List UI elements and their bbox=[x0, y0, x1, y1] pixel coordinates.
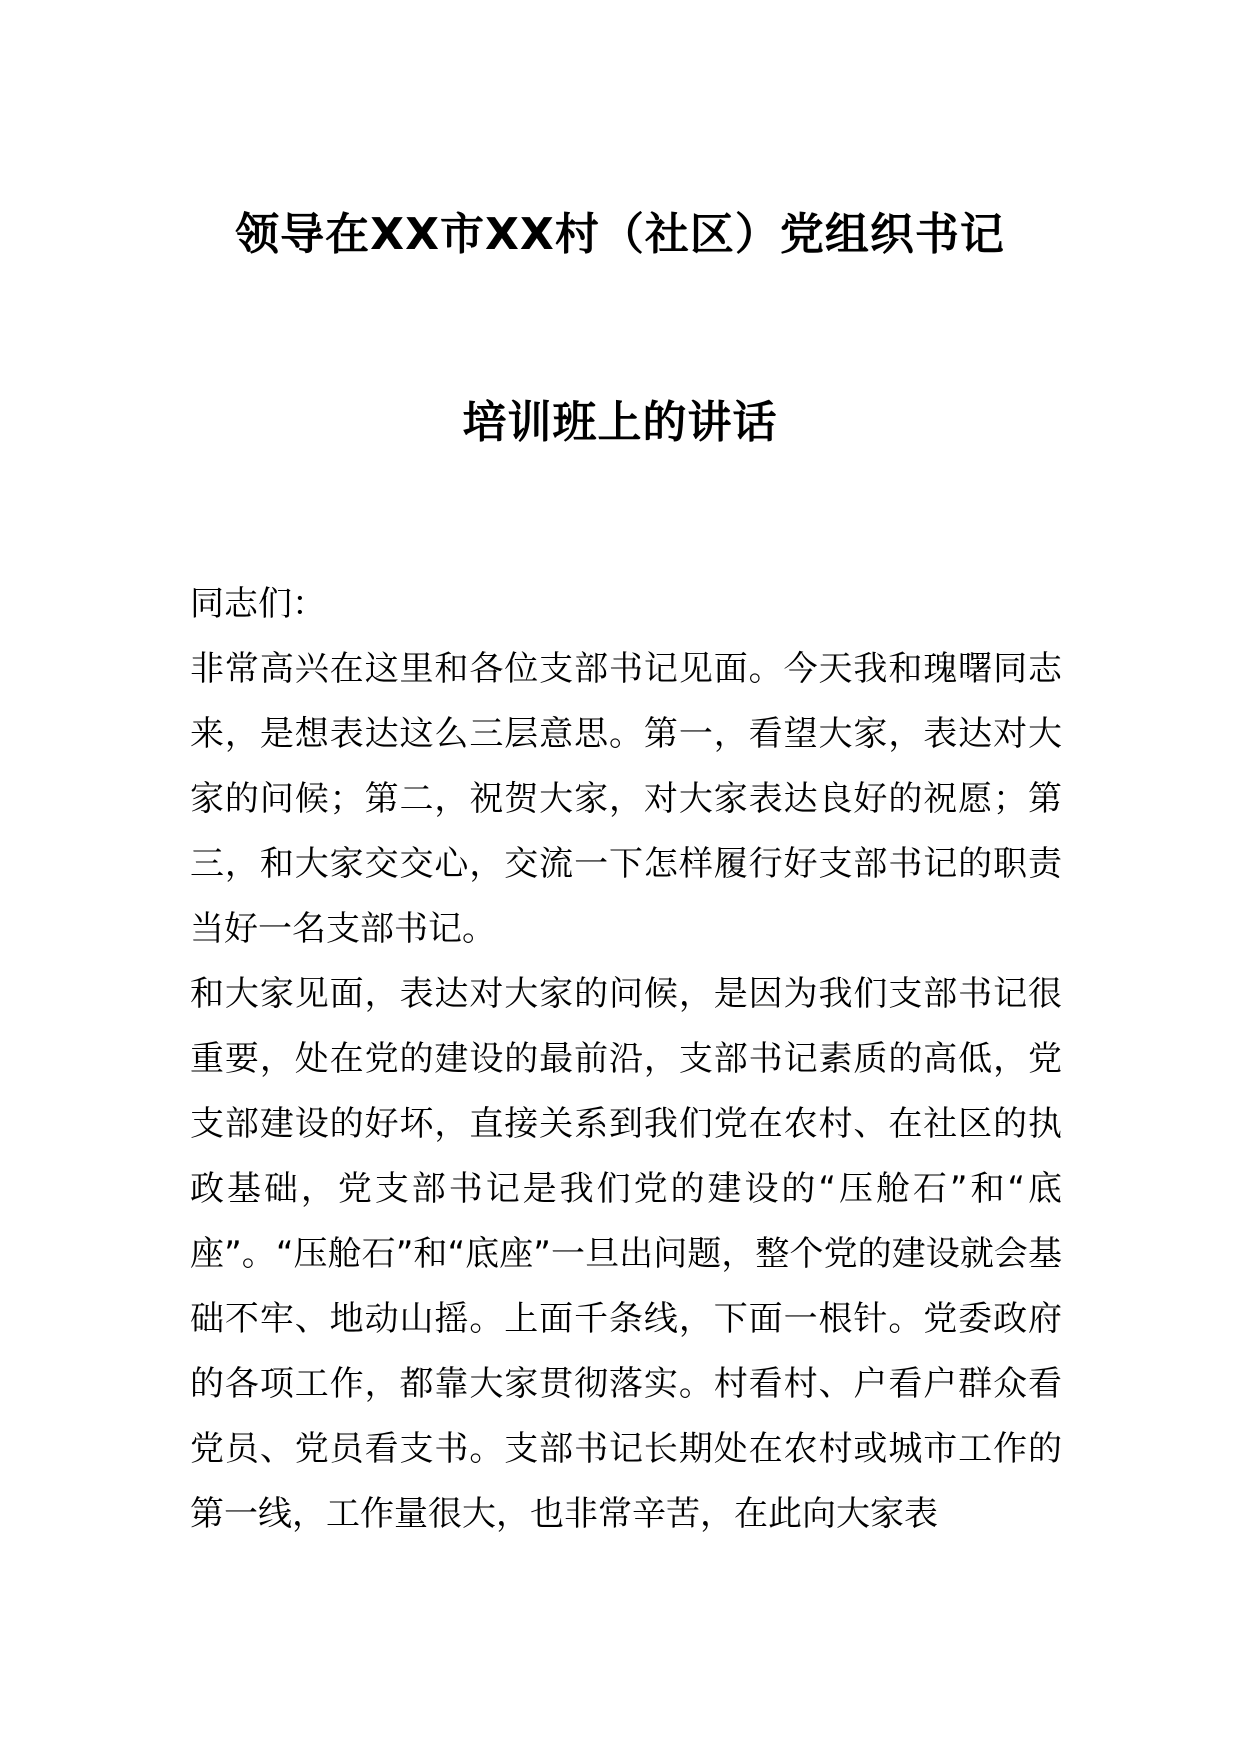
document-body bbox=[190, 637, 1062, 1547]
document-title-line-2: 培训班上的讲话 bbox=[462, 397, 778, 448]
paragraph-1: 非常高兴在这里和各位支部书记见面。今天我和瑰曙同志来，是想表达这么三层意思。第一，看望大家，表达对大家的问候；第二，祝贺大家，对大家表达良好的祝愿；第三，和大家交交心，交流一下怎样履行好支部书记的职责当好一名支部书记。 bbox=[190, 649, 1062, 949]
paragraph-2: 和大家见面，表达对大家的问候，是因为我们支部书记很重要，处在党的建设的最前沿，支部书记素质的高低，党支部建设的好坏，直接关系到我们党在农村、在社区的执政基础，党支部书记是我们党的建设的“压舱石”和“底座”。“压舱石”和“底座”一旦出问题，整个党的建设就会基础不牢、地动山摇。上面千条线，下面一根针。党委政府的各项工作，都靠大家贯彻落实。村看村、户看户群众看党员、党员看支书。支部书记长期处在农村或城市工作的第一线，工作量很大，也非常辛苦，在此向大家表 bbox=[190, 974, 1062, 1534]
document-title-line-1: 领导在XX市XX村（社区）党组织书记 bbox=[235, 209, 1005, 260]
salutation: 同志们： bbox=[190, 584, 326, 624]
